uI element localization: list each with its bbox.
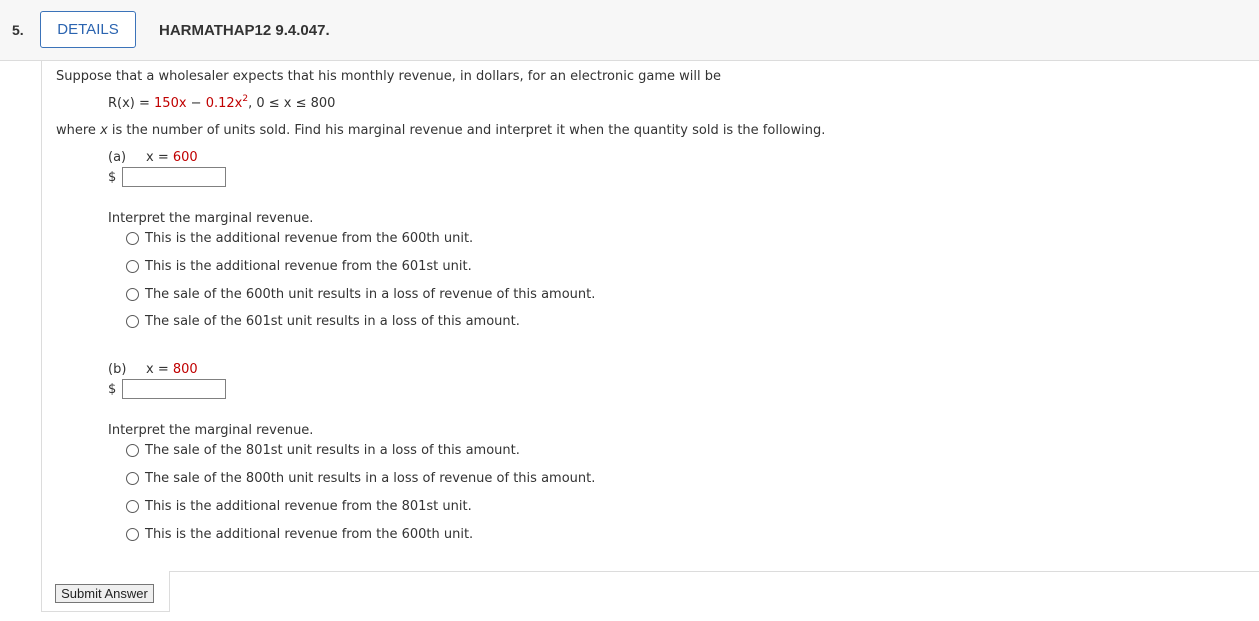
part-a-option-4-label[interactable]: The sale of the 601st unit results in a loss of this amount. bbox=[145, 314, 520, 329]
question-code: HARMATHAP12 9.4.047. bbox=[159, 22, 330, 39]
part-b-option-4-label[interactable]: This is the additional revenue from the 600th unit. bbox=[145, 527, 474, 542]
question-number: 5. bbox=[12, 22, 24, 38]
function-term2: $0.12x^2$ bbox=[205, 94, 249, 111]
part-b-option-2-label[interactable]: The sale of the 800th unit results in a loss of revenue of this amount. bbox=[145, 471, 596, 486]
where-variable: x bbox=[100, 123, 108, 138]
part-b-currency: $ bbox=[108, 382, 117, 397]
details-button[interactable]: DETAILS bbox=[40, 11, 136, 48]
part-a-option-2-label[interactable]: This is the additional revenue from the 601st unit. bbox=[145, 259, 472, 274]
part-a-option-4-radio[interactable] bbox=[126, 315, 139, 328]
part-a-label: (a) bbox=[108, 150, 127, 165]
function-term1: 150x bbox=[154, 96, 187, 111]
part-b-interpret-label: Interpret the marginal revenue. bbox=[108, 423, 314, 438]
part-b-option-2-radio[interactable] bbox=[126, 472, 139, 485]
part-a-x-value: 600 bbox=[172, 150, 198, 165]
question-header bbox=[0, 0, 1259, 61]
part-b-option-4-radio[interactable] bbox=[126, 528, 139, 541]
part-b-label: (b) bbox=[108, 362, 127, 377]
part-a-currency: $ bbox=[108, 170, 117, 185]
part-b-option-1-radio[interactable] bbox=[126, 444, 139, 457]
function-domain: , 0 ≤ x ≤ 800 bbox=[248, 96, 336, 111]
part-a-answer-input[interactable] bbox=[122, 167, 226, 187]
function-exponent: 2 bbox=[242, 94, 249, 104]
part-b-x: x = 800 bbox=[146, 362, 198, 377]
where-statement: where x is the number of units sold. Find his marginal revenue and interpret it when the quantity sold is the following. bbox=[56, 123, 826, 138]
part-a-interpret-label: Interpret the marginal revenue. bbox=[108, 211, 314, 226]
function-minus: − bbox=[186, 96, 206, 111]
problem-intro: Suppose that a wholesaler expects that his monthly revenue, in dollars, for an electronic game will be bbox=[56, 69, 721, 84]
part-a-x: x = 600 bbox=[146, 150, 198, 165]
part-b-answer-input[interactable] bbox=[122, 379, 226, 399]
part-a-option-1-label[interactable]: This is the additional revenue from the 600th unit. bbox=[145, 231, 474, 246]
revenue-function bbox=[108, 96, 335, 111]
part-b-option-3-label[interactable]: This is the additional revenue from the 801st unit. bbox=[145, 499, 472, 514]
part-b-x-value: 800 bbox=[172, 362, 198, 377]
part-a-option-3-radio[interactable] bbox=[126, 288, 139, 301]
submit-answer-button[interactable]: Submit Answer bbox=[55, 584, 154, 603]
part-a-option-3-label[interactable]: The sale of the 600th unit results in a loss of revenue of this amount. bbox=[145, 287, 596, 302]
part-b-option-1-label[interactable]: The sale of the 801st unit results in a loss of this amount. bbox=[145, 443, 520, 458]
part-a-option-1-radio[interactable] bbox=[126, 232, 139, 245]
function-lhs: R(x) = bbox=[108, 96, 155, 111]
part-b-option-3-radio[interactable] bbox=[126, 500, 139, 513]
part-a-option-2-radio[interactable] bbox=[126, 260, 139, 273]
